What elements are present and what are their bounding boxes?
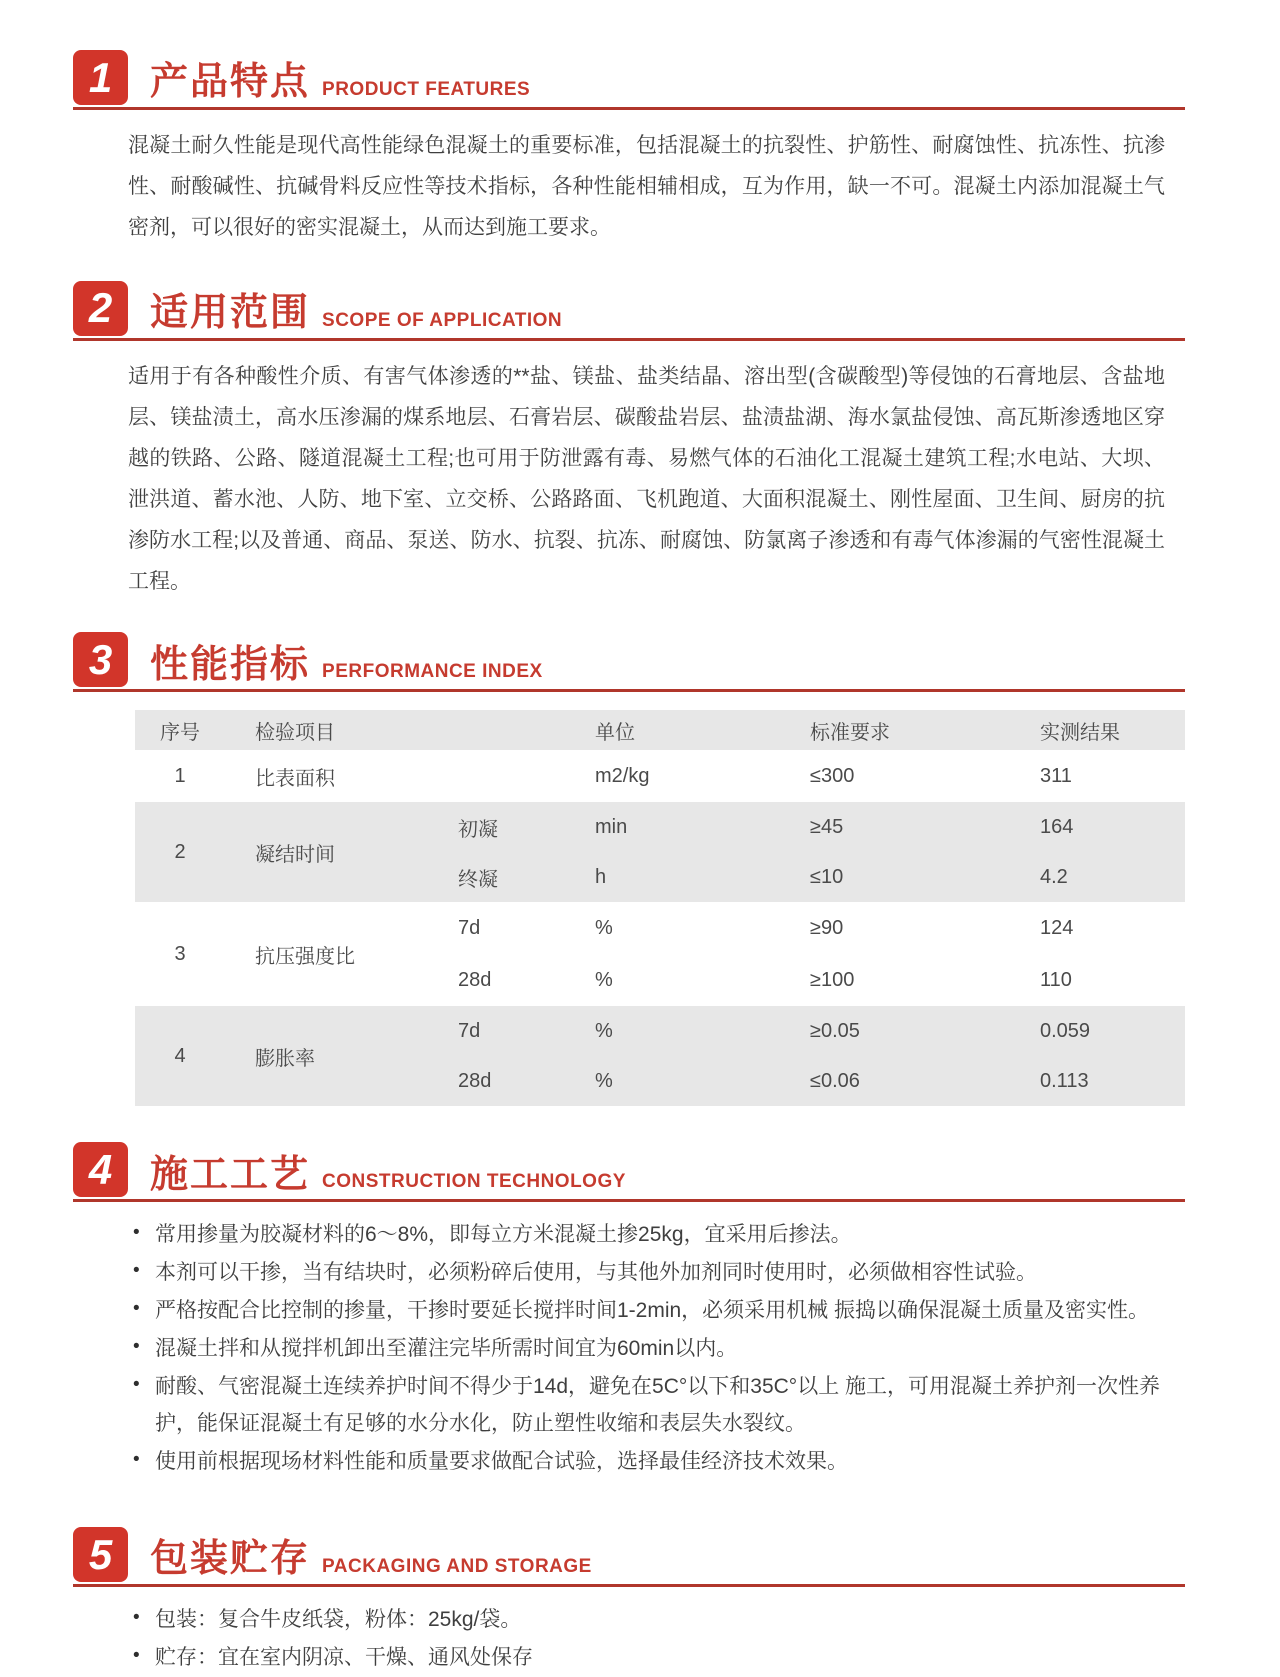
cell-sub2-unit: h <box>595 865 607 888</box>
section-5-header <box>73 1527 1185 1587</box>
section-1-number: 1 <box>88 53 113 101</box>
cell-sub2-name: 28d <box>458 968 492 991</box>
packaging-bullet-list <box>131 1601 1185 1677</box>
cell-sub1-unit: % <box>595 916 613 939</box>
section-2-header <box>73 281 1185 341</box>
section-4-number-badge <box>73 1142 128 1197</box>
cell-sub2-result: 4.2 <box>1040 865 1068 888</box>
cell-no: 3 <box>174 942 186 965</box>
section-4-header <box>73 1142 1185 1202</box>
cell-sub2-name: 终凝 <box>458 868 498 891</box>
section-3-number-badge <box>73 632 128 687</box>
cell-sub1-name: 初凝 <box>458 818 498 841</box>
cell-result: 311 <box>1040 764 1072 787</box>
cell-item: 比表面积 <box>255 767 335 790</box>
section-3-title-zh: 性能指标 <box>150 643 311 686</box>
section-packaging-and-storage <box>73 1527 1185 1677</box>
list-item: • 贮存：宜在室内阴凉、干燥、通风处保存 <box>131 1639 1185 1677</box>
cell-no: 2 <box>174 840 186 863</box>
header-no: 序号 <box>160 721 200 744</box>
cell-sub2-standard: ≥100 <box>810 968 855 991</box>
section-construction-technology <box>73 1142 1185 1481</box>
section-2-number-badge <box>73 281 128 336</box>
table-row-expansion-rate <box>135 1006 1185 1106</box>
cell-sub2-result: 110 <box>1040 968 1072 991</box>
section-3-header <box>73 632 1185 692</box>
cell-sub2-unit: % <box>595 968 613 991</box>
section-4-title-zh: 施工工艺 <box>150 1153 311 1196</box>
table-row-setting-time <box>135 802 1185 902</box>
cell-no: 1 <box>174 764 186 787</box>
section-5-title-zh: 包装贮存 <box>150 1538 311 1581</box>
cell-sub2-unit: % <box>595 1069 613 1092</box>
cell-sub1-result: 124 <box>1040 916 1074 939</box>
cell-item: 膨胀率 <box>255 1047 315 1070</box>
cell-sub1-name: 7d <box>458 1019 481 1042</box>
cell-sub1-standard: ≥90 <box>810 916 844 939</box>
header-result: 实测结果 <box>1040 721 1120 744</box>
header-unit: 单位 <box>595 721 635 744</box>
section-5-number-badge <box>73 1527 128 1582</box>
cell-standard: ≤300 <box>810 764 855 787</box>
section-5-number: 5 <box>88 1530 113 1578</box>
table-row-compressive-strength-ratio <box>135 902 1185 1006</box>
performance-table <box>135 710 1185 1106</box>
list-item: • 严格按配合比控制的掺量，干掺时要延长搅拌时间1-2min，必须采用机械 振捣以确保混凝土质量及密实性。 <box>131 1292 1185 1330</box>
list-item: • 混凝土拌和从搅拌机卸出至灌注完毕所需时间宜为60min以内。 <box>131 1330 1185 1368</box>
section-1-header <box>73 50 1185 110</box>
section-4-title-en: CONSTRUCTION TECHNOLOGY <box>322 1171 626 1193</box>
cell-sub2-standard: ≤10 <box>810 865 844 888</box>
cell-sub1-result: 0.059 <box>1040 1019 1091 1042</box>
list-item: • 常用掺量为胶凝材料的6～8%，即每立方米混凝土掺25kg，宜采用后掺法。 <box>131 1216 1185 1254</box>
section-product-features <box>73 50 1185 249</box>
section-2-title-zh: 适用范围 <box>150 292 311 335</box>
cell-sub2-standard: ≤0.06 <box>810 1069 860 1092</box>
cell-no: 4 <box>174 1044 186 1067</box>
section-4-number: 4 <box>88 1145 113 1193</box>
section-1-number-badge <box>73 50 128 105</box>
list-item: • 耐酸、气密混凝土连续养护时间不得少于14d，避免在5C°以下和35C°以上 施工，可用混凝土养护剂一次性养护，能保证混凝土有足够的水分水化，防止塑性收缩和表层失水裂纹。 <box>131 1368 1185 1444</box>
cell-unit: m2/kg <box>595 764 650 787</box>
section-2-number: 2 <box>88 284 113 332</box>
cell-sub1-result: 164 <box>1040 815 1074 838</box>
section-2-title-en: SCOPE OF APPLICATION <box>322 309 563 331</box>
section-1-paragraph: 混凝土耐久性能是现代高性能绿色混凝土的重要标准，包括混凝土的抗裂性、护筋性、耐腐蚀性、抗冻性、抗渗性、耐酸碱性、抗碱骨料反应性等技术指标，各种性能相辅相成，互为作用，缺一不可。混凝土内添加混凝土气密剂，可以很好的密实混凝土，从而达到施工要求。 <box>128 134 1165 239</box>
list-item: • 包装：复合牛皮纸袋，粉体：25kg/袋。 <box>131 1601 1185 1639</box>
cell-sub1-standard: ≥0.05 <box>810 1019 860 1042</box>
cell-item: 抗压强度比 <box>255 945 355 968</box>
cell-sub1-unit: % <box>595 1019 613 1042</box>
cell-sub1-standard: ≥45 <box>810 815 844 838</box>
section-5-title-en: PACKAGING AND STORAGE <box>322 1556 592 1578</box>
section-scope-of-application <box>73 281 1185 603</box>
cell-sub1-name: 7d <box>458 916 481 939</box>
section-performance-index <box>73 632 1185 1106</box>
section-1-title-en: PRODUCT FEATURES <box>322 79 531 100</box>
table-row-specific-surface <box>135 750 1185 802</box>
section-3-title-en: PERFORMANCE INDEX <box>322 661 543 683</box>
section-3-number: 3 <box>88 635 113 683</box>
cell-sub2-name: 28d <box>458 1069 492 1092</box>
section-1-title-zh: 产品特点 <box>150 61 311 104</box>
cell-sub2-result: 0.113 <box>1040 1069 1089 1092</box>
cell-sub1-unit: min <box>595 815 628 838</box>
header-standard: 标准要求 <box>810 721 890 744</box>
section-2-paragraph: 适用于有各种酸性介质、有害气体渗透的**盐、镁盐、盐类结晶、溶出型(含碳酸型)等侵蚀的石膏地层、含盐地层、镁盐渍土，高水压渗漏的煤系地层、石膏岩层、碳酸盐岩层、盐渍盐湖、海水氯盐侵蚀、高瓦斯渗透地区穿越的铁路、公路、隧道混凝土工程;也可用于防泄露有毒、易燃气体的石油化工混凝土建筑工程;水电站、大坝、泄洪道、蓄水池、人防、地下室、立交桥、公路路面、飞机跑道、大面积混凝土、刚性屋面、卫生间、厨房的抗渗防水工程;以及普通、商品、泵送、防水、抗裂、抗冻、耐腐蚀、防氯离子渗透和有毒气体渗漏的气密性混凝土工程。 <box>128 364 1165 593</box>
list-item: • 本剂可以干掺，当有结块时，必须粉碎后使用，与其他外加剂同时使用时，必须做相容性试验。 <box>131 1254 1185 1292</box>
construction-bullet-list <box>131 1216 1185 1481</box>
table-header-row <box>135 710 1185 750</box>
list-item: • 使用前根据现场材料性能和质量要求做配合试验，选择最佳经济技术效果。 <box>131 1443 1185 1481</box>
header-item: 检验项目 <box>255 721 335 744</box>
cell-item: 凝结时间 <box>255 843 335 866</box>
